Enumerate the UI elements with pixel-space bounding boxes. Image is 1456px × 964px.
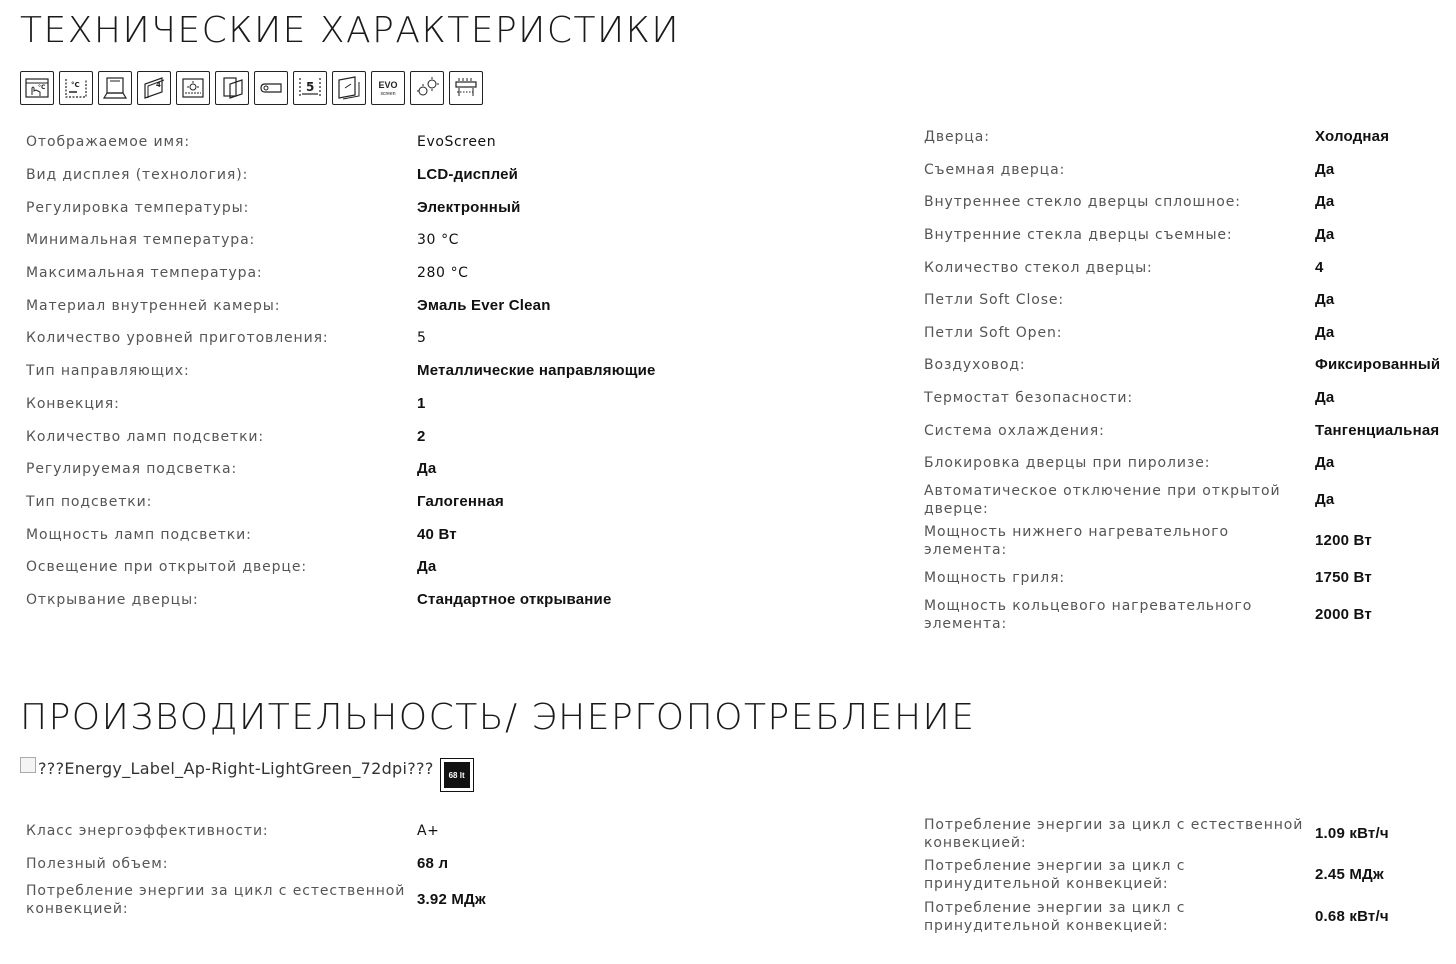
energy-label-alt-text: ???Energy_Label_Ap-Right-LightGreen_72dpi???: [38, 759, 434, 778]
spec-value: A+: [417, 823, 440, 840]
spec-value: Да: [417, 558, 437, 576]
spec-label: Отображаемое имя:: [26, 134, 190, 151]
spec-value: 5: [417, 330, 427, 347]
spec-label: Потребление энергии за цикл с принудительной конвекцией:: [924, 858, 1186, 893]
spec-value: 2.45 МДж: [1315, 866, 1384, 884]
energy-label-area: [20, 758, 474, 792]
spec-label: Воздуховод:: [924, 357, 1026, 374]
spec-row: [924, 414, 1440, 447]
spec-label: Конвекция:: [26, 395, 120, 412]
spec-label: Внутренние стекла дверцы съемные:: [924, 227, 1233, 244]
spec-row: [924, 521, 1440, 562]
touch-temperature-icon: [20, 71, 54, 105]
spec-row: [26, 289, 656, 322]
spec-value: 2000 Вт: [1315, 605, 1372, 623]
evoscreen-icon: [371, 71, 405, 105]
spec-value: 1.09 кВт/ч: [1315, 824, 1389, 842]
spec-value: EvoScreen: [417, 134, 497, 151]
spec-value: Да: [417, 460, 437, 478]
spec-label: Мощность нижнего нагревательного элемента:: [924, 524, 1229, 559]
spec-row: [924, 186, 1440, 219]
spec-value: Фиксированный: [1315, 356, 1441, 374]
spec-label: Мощность ламп подсветки:: [26, 526, 252, 543]
spec-label: Тип подсветки:: [26, 493, 153, 510]
spec-label: Тип направляющих:: [26, 363, 190, 380]
spec-row: [924, 562, 1440, 595]
spec-value: 1: [417, 394, 426, 412]
spec-label: Полезный объем:: [26, 855, 169, 872]
spec-row: [26, 486, 656, 519]
spec-row: [26, 518, 656, 551]
tech-section-title: ТЕХНИЧЕСКИЕ ХАРАКТЕРИСТИКИ: [20, 10, 681, 51]
spec-label: Регулировка температуры:: [26, 199, 250, 216]
spec-label: Система охлаждения:: [924, 422, 1105, 439]
specs-left-table: [26, 126, 656, 616]
spec-label: Количество ламп подсветки:: [26, 428, 265, 445]
spec-value: Эмаль Ever Clean: [417, 296, 551, 314]
energy-label-image: [20, 758, 434, 778]
performance-section-title: ПРОИЗВОДИТЕЛЬНОСТЬ/ ЭНЕРГОПОТРЕБЛЕНИЕ: [20, 697, 976, 738]
spec-row: [26, 224, 656, 257]
spec-label: Автоматическое отключение при открытой дверце:: [924, 483, 1281, 518]
svg-text:°C: °C: [38, 84, 46, 91]
oven-light-icon: [176, 71, 210, 105]
spec-value: Да: [1315, 193, 1335, 211]
spec-value: 1200 Вт: [1315, 532, 1372, 550]
removable-door-icon: [215, 71, 249, 105]
spec-value: Да: [1315, 491, 1335, 509]
spec-value: 40 Вт: [417, 525, 457, 543]
spec-row: [26, 257, 656, 290]
spec-label: Потребление энергии за цикл с естественной конвекцией:: [26, 883, 406, 917]
spec-label: Максимальная температура:: [26, 265, 263, 282]
spec-label: Класс энергоэффективности:: [26, 823, 269, 840]
spec-value: Тангенциальная: [1315, 421, 1440, 439]
spec-label: Мощность гриля:: [924, 569, 1066, 586]
spec-row: [924, 480, 1440, 521]
perf-right-table: [924, 813, 1389, 938]
spec-row: [924, 813, 1389, 855]
spec-row: [924, 447, 1440, 480]
five-levels-icon: [293, 71, 327, 105]
svg-text:5: 5: [306, 80, 315, 94]
spec-row: [924, 594, 1440, 635]
spec-row: [924, 284, 1440, 317]
spec-label: Вид дисплея (технология):: [26, 167, 249, 184]
spec-value: 0.68 кВт/ч: [1315, 907, 1389, 925]
spec-row: [26, 355, 656, 388]
spec-value: 3.92 МДж: [417, 891, 486, 908]
four-glass-door-icon: [137, 71, 171, 105]
spec-value: Стандартное открывание: [417, 590, 612, 608]
spec-row: [26, 551, 656, 584]
spec-row: [26, 126, 656, 159]
spec-value: 30 °С: [417, 232, 460, 249]
spec-row: [924, 154, 1440, 187]
removable-glass-icon: [332, 71, 366, 105]
spec-row: [26, 191, 656, 224]
spec-row: [26, 453, 656, 486]
spec-row: [26, 420, 656, 453]
spec-row: [26, 159, 656, 192]
spec-label: Петли Soft Close:: [924, 292, 1065, 309]
spec-label: Минимальная температура:: [26, 232, 256, 249]
svg-text:EVO: EVO: [378, 80, 398, 90]
spec-row: [26, 848, 486, 881]
spec-value: 1750 Вт: [1315, 568, 1372, 586]
specs-right-table: [924, 121, 1440, 635]
spec-label: Потребление энергии за цикл с естественной конвекцией:: [924, 816, 1304, 851]
feature-icons-row: [20, 71, 483, 105]
spec-row: [26, 584, 656, 617]
spec-label: Регулируемая подсветка:: [26, 461, 238, 478]
spec-row: [26, 880, 486, 920]
temperature-probe-icon: [59, 71, 93, 105]
spec-row: [924, 855, 1389, 897]
spec-label: Материал внутренней камеры:: [26, 297, 281, 314]
spec-value: Галогенная: [417, 492, 504, 510]
spec-value: Да: [1315, 389, 1335, 407]
spec-row: [924, 121, 1440, 154]
spec-row: [924, 317, 1440, 350]
spec-value: 280 °С: [417, 265, 469, 282]
volume-badge-text: 68 lt: [444, 762, 470, 788]
spec-value: 2: [417, 427, 426, 445]
svg-text:screen: screen: [380, 91, 396, 97]
svg-text:4: 4: [156, 81, 161, 89]
cooling-fan-icon: [410, 71, 444, 105]
spec-row: [924, 219, 1440, 252]
broken-image-icon: [20, 757, 36, 773]
spec-value: Да: [1315, 323, 1335, 341]
svg-text:°C: °C: [71, 81, 80, 89]
spec-value: 68 л: [417, 854, 449, 872]
spec-value: Да: [1315, 291, 1335, 309]
spec-value: 4: [1315, 258, 1324, 276]
spec-label: Дверца:: [924, 129, 990, 146]
spec-row: [924, 349, 1440, 382]
spec-label: Количество стекол дверцы:: [924, 259, 1153, 276]
spec-row: [924, 896, 1389, 938]
spec-row: [26, 388, 656, 421]
spec-label: Блокировка дверцы при пиролизе:: [924, 455, 1211, 472]
spec-label: Термостат безопасности:: [924, 390, 1133, 407]
spec-label: Потребление энергии за цикл с принудительной конвекцией:: [924, 899, 1186, 934]
spec-row: [26, 322, 656, 355]
telescopic-guides-icon: [449, 71, 483, 105]
spec-row: [924, 382, 1440, 415]
spec-label: Освещение при открытой дверце:: [26, 559, 307, 576]
spec-row: [26, 815, 486, 848]
spec-label: Съемная дверца:: [924, 161, 1066, 178]
spec-value: Да: [1315, 226, 1335, 244]
spec-value: Холодная: [1315, 128, 1390, 146]
spec-label: Мощность кольцевого нагревательного элемента:: [924, 597, 1253, 632]
spec-value: Да: [1315, 160, 1335, 178]
volume-badge-icon: [440, 758, 474, 792]
spec-value: Да: [1315, 454, 1335, 472]
door-hinge-icon: [254, 71, 288, 105]
spec-value: Металлические направляющие: [417, 362, 656, 380]
spec-label: Количество уровней приготовления:: [26, 330, 329, 347]
spec-row: [924, 251, 1440, 284]
perf-left-table: [26, 815, 486, 920]
spec-label: Открывание дверцы:: [26, 591, 199, 608]
spec-label: Внутреннее стекло дверцы сплошное:: [924, 194, 1241, 211]
oven-door-icon: [98, 71, 132, 105]
spec-value: Электронный: [417, 198, 521, 216]
spec-value: LCD-дисплей: [417, 166, 519, 184]
spec-label: Петли Soft Open:: [924, 324, 1063, 341]
